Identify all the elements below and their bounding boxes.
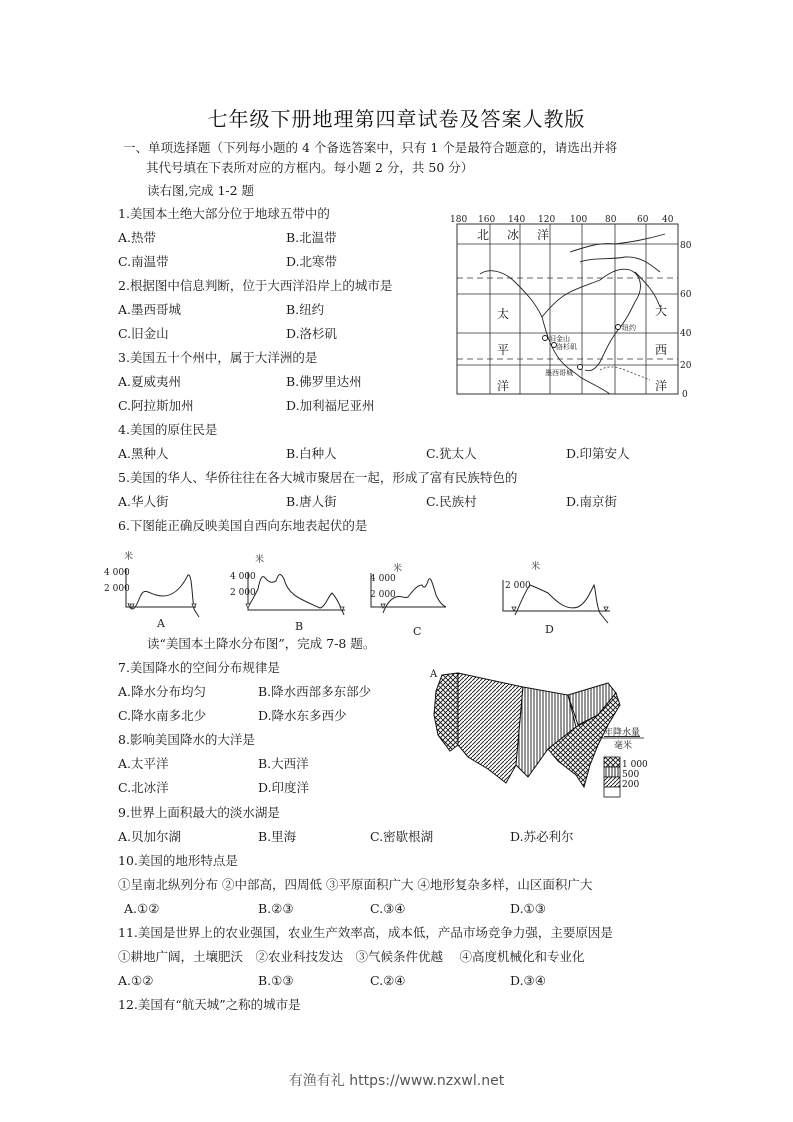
ocean-label-arctic: 洋 — [537, 228, 550, 242]
option: B.唐人街 — [286, 494, 337, 509]
option: D.③④ — [510, 973, 546, 988]
question-stem: 4.美国的原住民是 — [118, 422, 218, 437]
ocean-label-atlantic: 大 — [655, 304, 668, 318]
option: D.洛杉矶 — [286, 326, 338, 341]
legend-swatch-1000 — [604, 757, 620, 767]
option: C.旧金山 — [118, 326, 169, 341]
city-label: 洛杉矶 — [556, 343, 577, 351]
option: C.犹太人 — [426, 446, 477, 461]
question-statements: ①耕地广阔，土壤肥沃 ②农业科技发达 ③气候条件优越 ④高度机械化和专业化 — [118, 949, 585, 964]
option: D.南京街 — [566, 494, 618, 509]
option: C.北冰洋 — [118, 780, 169, 795]
profile-tick: 4 000 — [370, 574, 396, 584]
option: A.华人街 — [118, 494, 169, 509]
option: C.降水南多北少 — [118, 708, 207, 723]
option: D.印第安人 — [566, 446, 630, 461]
profile-tick: 2 000 — [505, 581, 531, 591]
option: D.加利福尼亚州 — [286, 398, 375, 413]
footer-watermark: 有渔有礼 https://www.nzxwl.net — [288, 1073, 505, 1089]
profile-unit: 米 — [124, 552, 134, 562]
question-stem: 9.世界上面积最大的淡水湖是 — [118, 805, 280, 820]
profile-label: D — [545, 623, 554, 636]
profile-label: C — [413, 625, 422, 638]
north-america-map — [450, 212, 695, 400]
option: B.白种人 — [286, 446, 337, 461]
option: A.热带 — [118, 230, 157, 245]
profile-tick: 4 000 — [104, 568, 130, 578]
section-heading-line1: 一、单项选择题（下列每小题的 4 个备选答案中，只有 1 个是最符合题意的，请选出并将 — [123, 140, 618, 155]
legend-value: 500 — [622, 770, 640, 780]
lat-label: 80 — [680, 241, 692, 251]
question-stem: 10.美国的地形特点是 — [118, 853, 238, 868]
lon-label: 100 — [570, 215, 588, 225]
ocean-label-pacific: 太 — [497, 307, 510, 321]
option: A.夏威夷州 — [118, 374, 182, 389]
option: B.降水西部多东部少 — [258, 684, 372, 699]
lon-label: 60 — [637, 215, 649, 225]
option: B.里海 — [258, 829, 297, 844]
lat-label: 60 — [680, 290, 692, 300]
instruction-7-8: 读“美国本土降水分布图”，完成 7-8 题。 — [147, 636, 376, 651]
profile-tick: 2 000 — [370, 590, 396, 600]
option: D.北寒带 — [286, 254, 338, 269]
question-stem: 12.美国有“航天城”之称的城市是 — [118, 997, 301, 1012]
city-marker — [616, 325, 621, 330]
question-statements: ①呈南北纵列分布 ②中部高，四周低 ③平原面积广大 ④地形复杂多样，山区面积广大 — [118, 877, 593, 892]
option: A.墨西哥城 — [118, 302, 182, 317]
option: C.②④ — [370, 973, 406, 988]
question-stem: 7.美国降水的空间分布规律是 — [118, 660, 280, 675]
city-marker — [543, 336, 548, 341]
option: A.①② — [118, 973, 154, 988]
lon-label: 40 — [662, 215, 674, 225]
option: A.降水分布均匀 — [118, 684, 207, 699]
legend-swatch-200 — [604, 777, 620, 787]
option: C.阿拉斯加州 — [118, 398, 194, 413]
legend-value: 1 000 — [622, 760, 648, 770]
ocean-label-atlantic: 洋 — [655, 379, 668, 393]
question-stem: 1.美国本土绝大部分位于地球五带中的 — [118, 206, 330, 221]
lat-label: 0 — [682, 390, 688, 400]
option: B.②③ — [258, 901, 294, 916]
city-marker — [578, 365, 583, 370]
question-stem: 2.根据图中信息判断，位于大西洋沿岸上的城市是 — [118, 278, 393, 293]
legend-swatch-below-200 — [604, 787, 620, 797]
ocean-label-arctic: 北 — [477, 228, 490, 242]
section-heading-line2: 其代号填在下表所对应的方框内。每小题 2 分，共 50 分） — [146, 160, 474, 175]
lon-label: 160 — [478, 215, 496, 225]
city-label: 旧金山 — [549, 335, 570, 343]
legend-value: 200 — [622, 780, 640, 790]
profile-tick: 2 000 — [230, 588, 256, 598]
option: D.印度洋 — [258, 780, 310, 795]
option: C.密歇根湖 — [370, 829, 434, 844]
option: A.①② — [124, 901, 160, 916]
lon-label: 140 — [508, 215, 526, 225]
question-stem: 11.美国是世界上的农业强国，农业生产效率高，成本低，产品市场竞争力强，主要原因是 — [118, 925, 613, 940]
profile-unit: 米 — [255, 555, 265, 565]
lon-label: 80 — [605, 215, 617, 225]
option: C.③④ — [370, 901, 406, 916]
profile-label: B — [295, 620, 304, 633]
page-title: 七年级下册地理第四章试卷及答案人教版 — [207, 107, 586, 131]
lat-label: 20 — [680, 361, 692, 371]
profile-unit: 米 — [531, 562, 541, 572]
ocean-label-atlantic: 西 — [655, 343, 668, 357]
profile-tick: 4 000 — [230, 572, 256, 582]
option: C.南温带 — [118, 254, 169, 269]
lat-label: 40 — [680, 329, 692, 339]
option: B.北温带 — [286, 230, 337, 245]
option: A.贝加尔湖 — [118, 829, 182, 844]
question-stem: 5.美国的华人、华侨往往在各大城市聚居在一起，形成了富有民族特色的 — [118, 470, 518, 485]
lon-label: 120 — [538, 215, 556, 225]
option: D.降水东多西少 — [258, 708, 347, 723]
question-stem: 3.美国五十个州中，属于大洋洲的是 — [118, 350, 318, 365]
option: A.太平洋 — [118, 756, 169, 771]
ocean-label-pacific: 平 — [497, 343, 510, 357]
ocean-label-arctic: 冰 — [507, 228, 520, 242]
option: B.大西洋 — [258, 756, 309, 771]
legend-title: 年降水量 — [604, 728, 641, 738]
option: D.苏必利尔 — [510, 829, 574, 844]
profile-label: A — [157, 617, 165, 630]
ocean-label-pacific: 洋 — [497, 379, 510, 393]
option: D.①③ — [510, 901, 546, 916]
lon-label: 180 — [450, 215, 468, 225]
option: B.纽约 — [286, 302, 325, 317]
instruction-1-2: 读右图,完成 1-2 题 — [147, 183, 255, 198]
profile-unit: 米 — [393, 564, 403, 574]
option: A.黑种人 — [118, 446, 169, 461]
city-label: 纽约 — [622, 324, 636, 332]
option: B.佛罗里达州 — [286, 374, 362, 389]
question-stem: 8.影响美国降水的大洋是 — [118, 732, 255, 747]
terrain-profiles — [100, 545, 660, 640]
profile-tick: 2 000 — [104, 584, 130, 594]
us-precipitation-map — [428, 665, 683, 805]
option: C.民族村 — [426, 494, 477, 509]
legend-swatch-500 — [604, 767, 620, 777]
legend-unit: 毫米 — [614, 741, 633, 751]
question-stem: 6.下图能正确反映美国自西向东地表起伏的是 — [118, 518, 368, 533]
city-label: 墨西哥城 — [545, 369, 573, 377]
map-corner-label: A — [430, 669, 438, 680]
option: B.①③ — [258, 973, 294, 988]
